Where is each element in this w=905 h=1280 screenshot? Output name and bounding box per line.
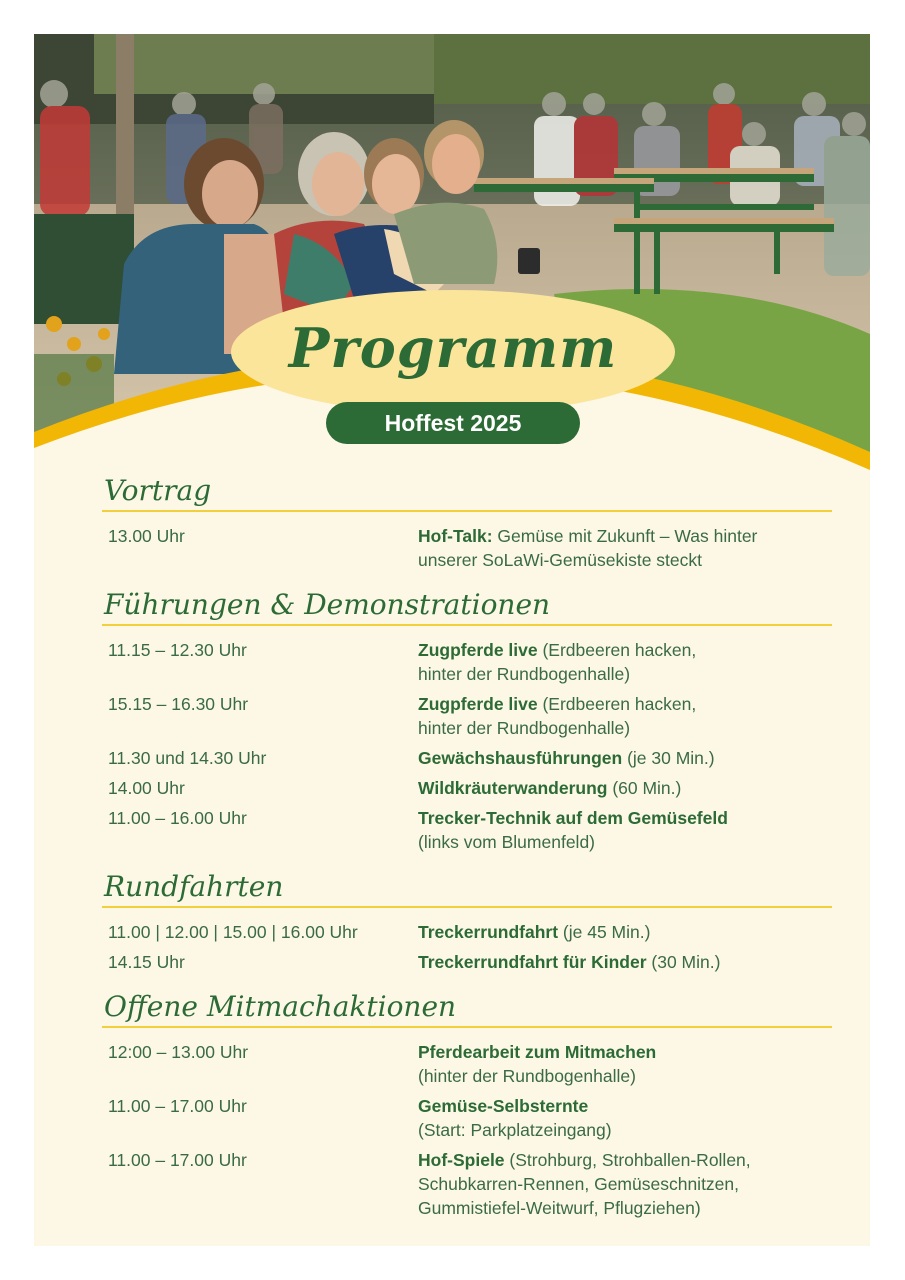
row-title: Treckerrundfahrt für Kinder	[418, 952, 647, 972]
row-time: 14.15 Uhr	[108, 952, 185, 972]
row-title: Zugpferde live	[418, 640, 538, 660]
program-section	[102, 474, 832, 572]
row-detail: Gemüse mit Zukunft – Was hinter	[492, 526, 758, 546]
title-oval	[231, 290, 675, 414]
row-title: Gewächshausführungen	[418, 748, 623, 768]
program-section	[102, 990, 832, 1220]
program-row	[102, 1040, 832, 1088]
section-rows	[102, 908, 832, 974]
row-description	[418, 638, 832, 686]
row-detail-line: hinter der Rundbogenhalle)	[418, 664, 631, 684]
section-rows	[102, 1028, 832, 1220]
row-description	[418, 806, 832, 854]
program-row	[102, 776, 832, 800]
program-row	[102, 920, 832, 944]
event-badge: Hoffest 2025	[326, 402, 580, 444]
row-detail: (Erdbeeren hacken,	[537, 640, 697, 660]
row-detail: (je 45 Min.)	[558, 922, 651, 942]
row-detail: (60 Min.)	[607, 778, 682, 798]
program-section	[102, 870, 832, 974]
row-description	[418, 776, 832, 800]
program-row	[102, 746, 832, 770]
row-description	[418, 524, 832, 572]
row-time: 13.00 Uhr	[108, 526, 185, 546]
row-title: Gemüse-Selbsternte	[418, 1096, 589, 1116]
row-title: Treckerrundfahrt	[418, 922, 559, 942]
row-description	[418, 746, 832, 770]
section-heading: Führungen & Demonstrationen	[102, 588, 832, 626]
program-row	[102, 692, 832, 740]
row-detail-line: Gummistiefel-Weitwurf, Pflugziehen)	[418, 1198, 701, 1218]
row-description	[418, 920, 832, 944]
page-title: Programm	[288, 316, 618, 380]
row-description	[418, 950, 832, 974]
row-description	[418, 1094, 832, 1142]
program-row	[102, 1148, 832, 1220]
program-row	[102, 806, 832, 854]
row-detail: (30 Min.)	[646, 952, 721, 972]
row-title: Pferdearbeit zum Mitmachen	[418, 1042, 657, 1062]
section-heading: Offene Mitmachaktionen	[102, 990, 832, 1028]
row-title: Wildkräuterwanderung	[418, 778, 608, 798]
row-title: Hof-Talk:	[418, 526, 493, 546]
row-detail: (je 30 Min.)	[622, 748, 715, 768]
row-detail-line: unserer SoLaWi-Gemüsekiste steckt	[418, 550, 702, 570]
row-detail-line: hinter der Rundbogenhalle)	[418, 718, 631, 738]
row-detail-line: (Start: Parkplatzeingang)	[418, 1120, 612, 1140]
row-description	[418, 1040, 832, 1088]
program-row	[102, 1094, 832, 1142]
section-heading: Vortrag	[102, 474, 832, 512]
program-section	[102, 588, 832, 854]
row-time: 11.00 – 17.00 Uhr	[108, 1150, 247, 1170]
section-heading: Rundfahrten	[102, 870, 832, 908]
row-detail: (Strohburg, Strohballen-Rollen,	[504, 1150, 751, 1170]
row-time: 12:00 – 13.00 Uhr	[108, 1042, 249, 1062]
program-content	[102, 474, 832, 1236]
section-rows	[102, 626, 832, 854]
program-row	[102, 950, 832, 974]
row-detail-line: Schubkarren-Rennen, Gemüseschnitzen,	[418, 1174, 740, 1194]
row-time: 11.00 | 12.00 | 15.00 | 16.00 Uhr	[108, 922, 358, 942]
row-title: Hof-Spiele	[418, 1150, 505, 1170]
row-description	[418, 692, 832, 740]
program-row	[102, 638, 832, 686]
row-title: Trecker-Technik auf dem Gemüsefeld	[418, 808, 728, 828]
row-time: 11.00 – 16.00 Uhr	[108, 808, 247, 828]
section-rows	[102, 512, 832, 572]
row-time: 11.15 – 12.30 Uhr	[108, 640, 247, 660]
row-time: 11.00 – 17.00 Uhr	[108, 1096, 247, 1116]
row-time: 15.15 – 16.30 Uhr	[108, 694, 249, 714]
row-detail: (Erdbeeren hacken,	[537, 694, 697, 714]
row-time: 11.30 und 14.30 Uhr	[108, 748, 267, 768]
program-row	[102, 524, 832, 572]
row-detail-line: (hinter der Rundbogenhalle)	[418, 1066, 636, 1086]
row-time: 14.00 Uhr	[108, 778, 185, 798]
program-sheet	[34, 34, 870, 1246]
row-title: Zugpferde live	[418, 694, 538, 714]
row-detail-line: (links vom Blumenfeld)	[418, 832, 595, 852]
row-description	[418, 1148, 832, 1220]
